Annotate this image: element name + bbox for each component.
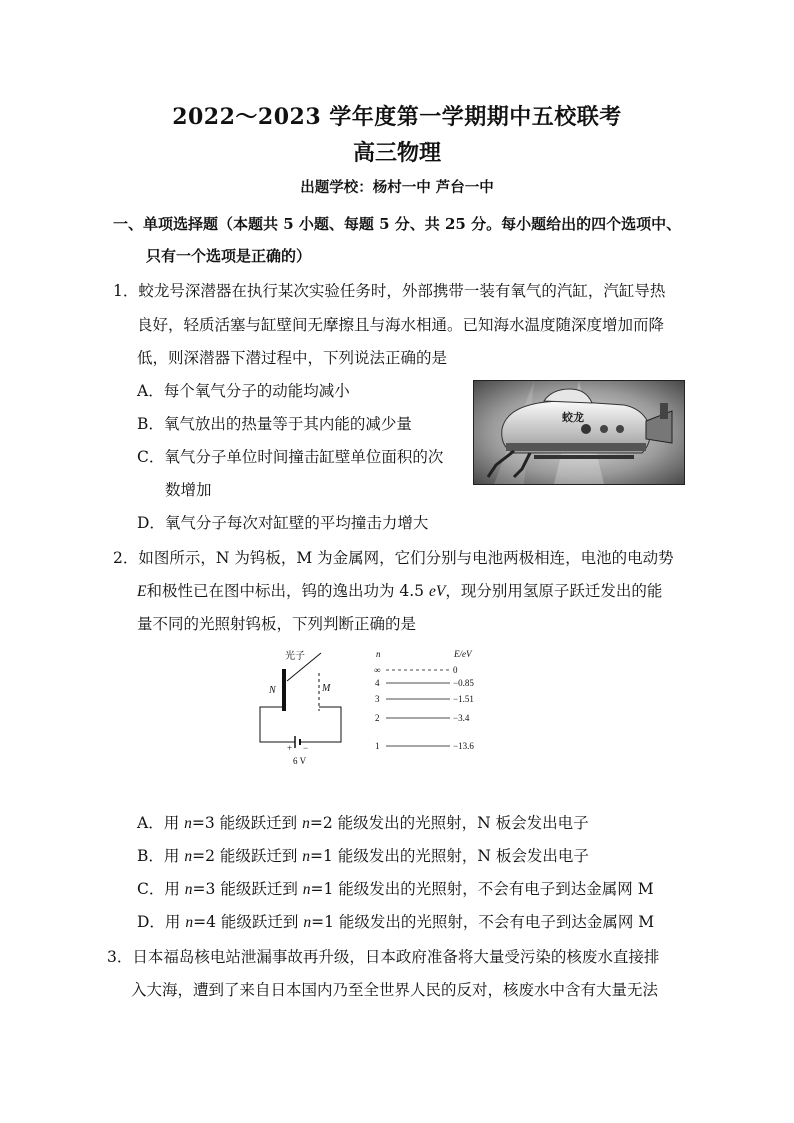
q2-option-a: A．用 n=3 能级跃迁到 n=2 能级发出的光照射，N 板会发出电子	[137, 814, 589, 832]
photoelectric-circuit	[260, 653, 341, 748]
photon-label: 光子	[285, 651, 305, 662]
level-n: 3	[375, 694, 380, 704]
level-n: 1	[375, 741, 380, 751]
battery-minus: −	[303, 743, 309, 753]
exam-school: 出题学校：杨村一中 芦台一中	[300, 179, 494, 196]
level-e: −1.51	[453, 694, 474, 704]
e-header: E/eV	[454, 649, 472, 659]
level-e: −3.4	[453, 713, 470, 723]
q1-option-c-line2: 数增加	[165, 481, 212, 499]
q2-stem-line3: 量不同的光照射钨板，下列判断正确的是	[137, 615, 417, 633]
submersible-name-label: 蛟龙	[562, 411, 584, 424]
level-e: −13.6	[453, 741, 474, 751]
q2-option-c: C．用 n=3 能级跃迁到 n=1 能级发出的光照射，不会有电子到达金属网 M	[137, 880, 654, 898]
level-e: 0	[453, 665, 458, 675]
q1-stem-line1: 1．蛟龙号深潜器在执行某次实验任务时，外部携带一装有氧气的汽缸，汽缸导热	[113, 282, 666, 300]
energy-levels	[374, 665, 474, 751]
section-title-line2: 只有一个选项是正确的）	[146, 247, 312, 265]
q1-option-d: D．氧气分子每次对缸壁的平均撞击力增大	[137, 514, 429, 532]
section-title-line1: 一、单项选择题（本题共 5 小题、每题 5 分、共 25 分。每小题给出的四个选项中、	[113, 215, 682, 233]
q2-option-d: D．用 n=4 能级跃迁到 n=1 能级发出的光照射，不会有电子到达金属网 M	[137, 913, 655, 931]
q1-stem-line2: 良好，轻质活塞与缸壁间无摩擦且与海水相通。已知海水温度随深度增加而降	[137, 316, 665, 334]
level-n: ∞	[374, 665, 381, 675]
n-plate-label: N	[269, 685, 276, 696]
q1-option-a: A．每个氧气分子的动能均减小	[137, 382, 350, 400]
q3-stem-line2: 入大海，遭到了来自日本国内乃至全世界人民的反对，核废水中含有大量无法	[131, 981, 659, 999]
battery-plus: +	[287, 743, 293, 753]
level-e: −0.85	[453, 678, 474, 688]
q2-stem-line1: 2．如图所示，N 为钨板，M 为金属网，它们分别与电池两极相连，电池的电动势	[113, 549, 674, 567]
level-n: 4	[375, 678, 380, 688]
level-n: 2	[375, 713, 380, 723]
submersible-photo	[473, 380, 685, 485]
emf-symbol: E	[137, 583, 147, 600]
q2-option-b: B．用 n=2 能级跃迁到 n=1 能级发出的光照射，N 板会发出电子	[137, 847, 589, 865]
q1-option-c-line1: C．氧气分子单位时间撞击缸壁单位面积的次	[137, 448, 444, 466]
m-mesh-label: M	[322, 683, 331, 694]
q1-option-b: B．氧气放出的热量等于其内能的减少量	[137, 415, 412, 433]
q2-figure	[255, 645, 495, 770]
battery-voltage: 6 V	[293, 756, 307, 766]
n-header: n	[376, 649, 381, 659]
q1-stem-line3: 低，则深潜器下潜过程中，下列说法正确的是	[137, 349, 448, 367]
exam-subject: 高三物理	[352, 140, 441, 166]
ev-unit: eV	[428, 583, 446, 600]
exam-title: 2022～2023 学年度第一学期期中五校联考	[172, 104, 622, 130]
q3-stem-line1: 3．日本福岛核电站泄漏事故再升级，日本政府准备将大量受污染的核废水直接排	[107, 948, 660, 966]
q2-stem-line2: E和极性已在图中标出，钨的逸出功为 4.5 eV，现分别用氢原子跃迁发出的能	[137, 582, 663, 600]
